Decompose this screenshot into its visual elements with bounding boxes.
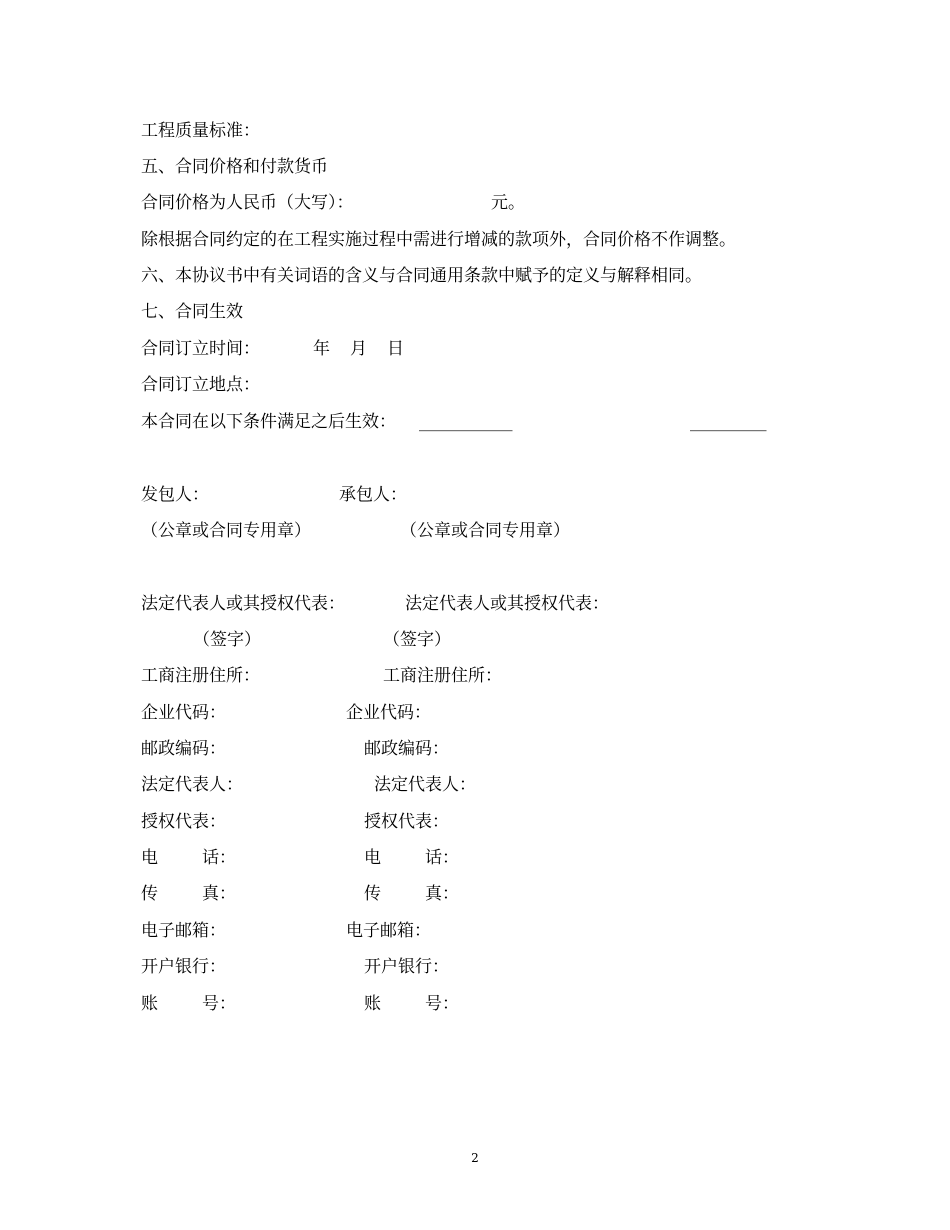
employer-legal-rep-label: 法定代表人： xyxy=(141,775,243,795)
employer-authorized-rep-label: 授权代表： xyxy=(141,812,226,832)
contractor-label: 承包人： xyxy=(339,485,407,505)
contractor-code-label: 企业代码： xyxy=(346,703,431,723)
contract-price-unit: 元。 xyxy=(491,193,525,213)
contractor-account-label-b: 号： xyxy=(425,994,459,1014)
contractor-address-label: 工商注册住所： xyxy=(383,666,502,686)
contract-price-label: 合同价格为人民币（大写）： xyxy=(141,193,354,213)
contractor-email-label: 电子邮箱： xyxy=(346,921,431,941)
contractor-representative-label: 法定代表人或其授权代表： xyxy=(405,594,609,614)
contractor-legal-rep-label: 法定代表人： xyxy=(374,775,476,795)
contractor-account-label-a: 账 xyxy=(364,994,381,1014)
employer-postal-label: 邮政编码： xyxy=(141,739,226,759)
employer-bank-label: 开户银行： xyxy=(141,957,226,977)
sign-time-month: 月 xyxy=(350,339,367,359)
employer-email-label: 电子邮箱： xyxy=(141,921,226,941)
employer-account-label-a: 账 xyxy=(141,994,158,1014)
employer-label: 发包人： xyxy=(141,485,209,505)
contractor-fax-label-a: 传 xyxy=(364,884,381,904)
page-number: 2 xyxy=(471,1151,479,1165)
section-7-title: 七、合同生效 xyxy=(141,302,243,322)
employer-seal-note: （公章或合同专用章） xyxy=(141,521,311,541)
effective-condition-label: 本合同在以下条件满足之后生效： xyxy=(141,412,396,432)
section-5-title: 五、合同价格和付款货币 xyxy=(141,157,328,177)
employer-signature-note: （签字） xyxy=(193,630,261,650)
contractor-phone-label-a: 电 xyxy=(364,848,381,868)
contractor-authorized-rep-label: 授权代表： xyxy=(364,812,449,832)
effective-condition-blank-2: _________ xyxy=(690,412,767,432)
contractor-phone-label-b: 话： xyxy=(425,848,459,868)
effective-condition-blank-1: ___________ xyxy=(419,412,513,432)
employer-fax-label-b: 真： xyxy=(202,884,236,904)
contractor-postal-label: 邮政编码： xyxy=(364,739,449,759)
employer-representative-label: 法定代表人或其授权代表： xyxy=(141,594,345,614)
sign-time-year: 年 xyxy=(313,339,330,359)
sign-time-day: 日 xyxy=(387,339,404,359)
employer-phone-label-b: 话： xyxy=(202,848,236,868)
employer-address-label: 工商注册住所： xyxy=(141,666,260,686)
employer-fax-label-a: 传 xyxy=(141,884,158,904)
employer-account-label-b: 号： xyxy=(202,994,236,1014)
contractor-seal-note: （公章或合同专用章） xyxy=(400,521,570,541)
employer-phone-label-a: 电 xyxy=(141,848,158,868)
employer-code-label: 企业代码： xyxy=(141,703,226,723)
price-adjustment-note: 除根据合同约定的在工程实施过程中需进行增减的款项外，合同价格不作调整。 xyxy=(141,230,736,250)
sign-place-label: 合同订立地点： xyxy=(141,375,260,395)
contractor-signature-note: （签字） xyxy=(383,630,451,650)
contractor-bank-label: 开户银行： xyxy=(364,957,449,977)
contractor-fax-label-b: 真： xyxy=(425,884,459,904)
sign-time-label: 合同订立时间： xyxy=(141,339,260,359)
section-6-text: 六、本协议书中有关词语的含义与合同通用条款中赋予的定义与解释相同。 xyxy=(141,266,702,286)
quality-standard-label: 工程质量标准： xyxy=(141,121,260,141)
